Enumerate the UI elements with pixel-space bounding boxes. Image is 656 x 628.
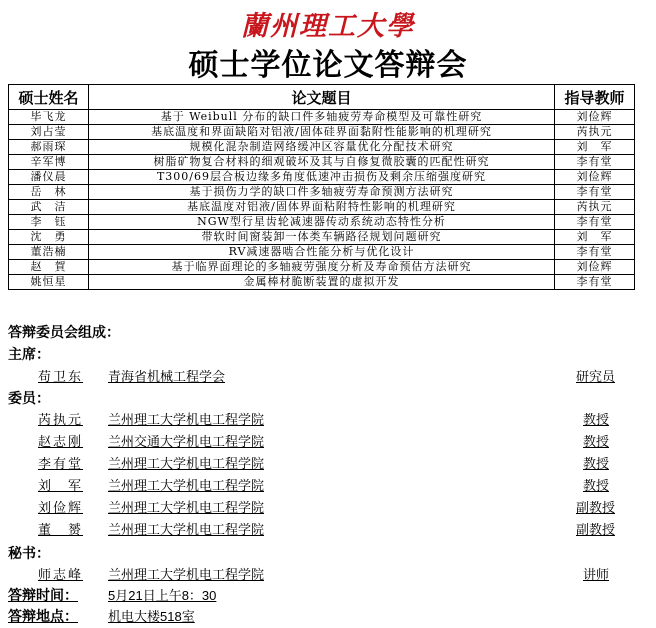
members-label: 委员： xyxy=(8,390,50,406)
student-name-cell: 李 钰 xyxy=(9,215,89,230)
chair-label: 主席： xyxy=(8,346,50,362)
member-org: 兰州交通大学机电工程学院 xyxy=(108,435,265,450)
member-row xyxy=(0,431,656,451)
advisor-cell: 刘俭辉 xyxy=(555,170,635,185)
chair-row xyxy=(0,366,656,386)
thesis-title-cell: T300/69层合板边缘多角度低速冲击损伤及剩余压缩强度研究 xyxy=(89,170,555,185)
member-row xyxy=(0,475,656,495)
student-name-cell: 赵 賀 xyxy=(9,260,89,275)
member-org: 兰州理工大学机电工程学院 xyxy=(108,479,265,494)
table-row xyxy=(9,230,635,245)
place-label: 答辩地点： xyxy=(8,608,78,624)
chair-name: 苟卫东 xyxy=(38,370,84,385)
chair-rank: 研究员 xyxy=(576,370,616,385)
member-rank: 教授 xyxy=(583,413,610,428)
secretary-label: 秘书： xyxy=(8,545,50,561)
thesis-title-cell: 金属棒材脆断装置的虚拟开发 xyxy=(89,275,555,290)
secretary-org: 兰州理工大学机电工程学院 xyxy=(108,568,265,583)
thesis-title-cell: 树脂矿物复合材料的细观破坏及其与自修复微胶囊的匹配性研究 xyxy=(89,155,555,170)
student-name-cell: 郝雨琛 xyxy=(9,140,89,155)
member-rank: 教授 xyxy=(583,479,610,494)
member-org: 兰州理工大学机电工程学院 xyxy=(108,413,265,428)
table-row xyxy=(9,155,635,170)
thesis-title-cell: 带软时间窗装卸一体类车辆路径规划问题研究 xyxy=(89,230,555,245)
advisor-cell: 芮执元 xyxy=(555,125,635,140)
table-row xyxy=(9,185,635,200)
member-row xyxy=(0,519,656,539)
secretary-rank: 讲师 xyxy=(583,568,610,583)
table-row xyxy=(9,200,635,215)
student-name-cell: 潘仪晨 xyxy=(9,170,89,185)
member-name: 赵志刚 xyxy=(38,435,84,450)
secretary-name: 师志峰 xyxy=(38,568,84,583)
thesis-title-cell: 基于损伤力学的缺口件多轴疲劳寿命预测方法研究 xyxy=(89,185,555,200)
header-thesis-title: 论文题目 xyxy=(89,85,555,110)
secretary-row xyxy=(0,564,656,584)
header-student-name: 硕士姓名 xyxy=(9,85,89,110)
table-row xyxy=(9,245,635,260)
defense-time xyxy=(0,585,656,605)
member-name: 刘 军 xyxy=(38,479,84,494)
thesis-title-cell: 基于临界面理论的多轴疲劳强度分析及寿命预估方法研究 xyxy=(89,260,555,275)
advisor-cell: 李有堂 xyxy=(555,275,635,290)
advisor-cell: 李有堂 xyxy=(555,245,635,260)
advisor-cell: 刘俭辉 xyxy=(555,110,635,125)
thesis-title-cell: NGW型行星齿轮减速器传动系统动态特性分析 xyxy=(89,215,555,230)
page-title: 硕士学位论文答辩会 xyxy=(188,48,468,83)
thesis-title-cell: 基于 Weibull 分布的缺口件多轴疲劳寿命模型及可靠性研究 xyxy=(89,110,555,125)
student-name-cell: 刘占莹 xyxy=(9,125,89,140)
advisor-cell: 李有堂 xyxy=(555,155,635,170)
table-row xyxy=(9,170,635,185)
defense-place xyxy=(0,606,656,626)
member-rank: 教授 xyxy=(583,435,610,450)
university-logo: 蘭州理工大學 xyxy=(241,11,415,42)
table-row xyxy=(9,140,635,155)
advisor-cell: 李有堂 xyxy=(555,215,635,230)
thesis-table xyxy=(8,84,635,290)
committee-heading: 答辩委员会组成： xyxy=(8,324,120,340)
thesis-title-cell: RV减速器啮合性能分析与优化设计 xyxy=(89,245,555,260)
member-org: 兰州理工大学机电工程学院 xyxy=(108,457,265,472)
member-name: 刘俭辉 xyxy=(38,501,84,516)
time-label: 答辩时间： xyxy=(8,587,78,603)
member-name: 董 赟 xyxy=(38,523,84,538)
place-value: 机电大楼518室 xyxy=(108,609,195,624)
student-name-cell: 武 洁 xyxy=(9,200,89,215)
member-name: 李有堂 xyxy=(38,457,84,472)
table-row xyxy=(9,125,635,140)
header-advisor: 指导教师 xyxy=(555,85,635,110)
table-header-row xyxy=(9,85,635,110)
table-row xyxy=(9,260,635,275)
student-name-cell: 董浩楠 xyxy=(9,245,89,260)
table-row xyxy=(9,215,635,230)
member-rank: 副教授 xyxy=(576,523,616,538)
advisor-cell: 李有堂 xyxy=(555,185,635,200)
student-name-cell: 姚恒星 xyxy=(9,275,89,290)
advisor-cell: 刘俭辉 xyxy=(555,260,635,275)
member-org: 兰州理工大学机电工程学院 xyxy=(108,523,265,538)
chair-org: 青海省机械工程学会 xyxy=(108,370,226,385)
advisor-cell: 刘 军 xyxy=(555,230,635,245)
thesis-title-cell: 基底温度和界面缺陷对铝液/固体硅界面黏附性能影响的机理研究 xyxy=(89,125,555,140)
student-name-cell: 辛军博 xyxy=(9,155,89,170)
student-name-cell: 毕飞龙 xyxy=(9,110,89,125)
advisor-cell: 芮执元 xyxy=(555,200,635,215)
member-name: 芮执元 xyxy=(38,413,84,428)
member-row xyxy=(0,409,656,429)
thesis-title-cell: 规模化混杂制造网络缓冲区容量优化分配技术研究 xyxy=(89,140,555,155)
member-org: 兰州理工大学机电工程学院 xyxy=(108,501,265,516)
member-row xyxy=(0,497,656,517)
member-row xyxy=(0,453,656,473)
member-rank: 副教授 xyxy=(576,501,616,516)
student-name-cell: 岳 林 xyxy=(9,185,89,200)
member-rank: 教授 xyxy=(583,457,610,472)
table-row xyxy=(9,110,635,125)
table-row xyxy=(9,275,635,290)
advisor-cell: 刘 军 xyxy=(555,140,635,155)
student-name-cell: 沈 勇 xyxy=(9,230,89,245)
thesis-title-cell: 基底温度对铝液/固体界面粘附特性影响的机理研究 xyxy=(89,200,555,215)
time-value: 5月21日上午8：30 xyxy=(108,588,217,603)
